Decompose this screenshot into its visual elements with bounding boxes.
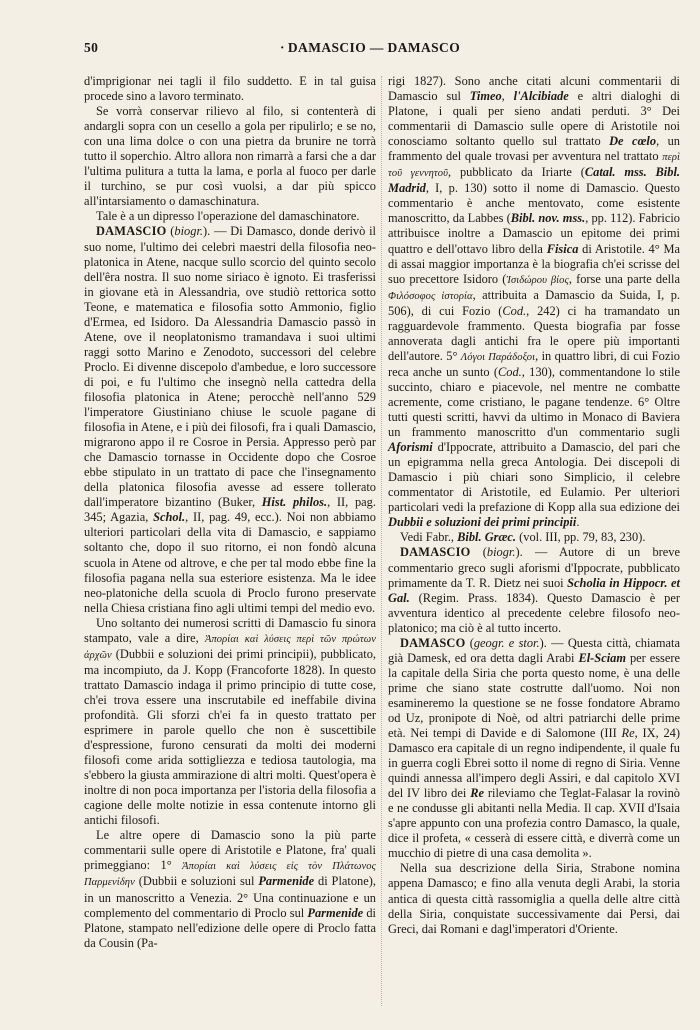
entry-qualifier: biogr. [486, 545, 516, 560]
entry-keyword: DAMASCIO [96, 224, 167, 239]
paragraph-text: , [501, 89, 505, 104]
paragraph-conclusion: Tale è a un dipresso l'operazione del damaschinatore. [96, 209, 360, 224]
entry-damascio-biogr: DAMASCIO (biogr.). — Di Damasco, donde derivò il suo nome, l'ultimo dei celebri maestri della filosofia neo-platonica in Atene, nacque sullo scorcio del quinto secolo dell'êra nostra. Il suo nome siriaco è ignoto. Ei trasferissi in giovane età in Alessandria, ove studiò rettorica sotto Teone, e matematica e filosofia sotto Ammonio, figlio d'Ermea, ed Isidoro. Da Alessandria Damascio passò in Atene, ove il neoplatonismo tramandava i suoi ultimi raggi sotto Marino e Zenodoto, successori del celebre Proclo. Ei divenne discepolo d'ambedue, e loro successore di poi, e fu l'ultimo che insegnò nella cattedra della filosofia platonica in Atene; perocchè nell'anno 529 l'imperatore Giustiniano chiuse le scuole pagane di filosofia in Atene, e i più dei filosofi, fra i quali Damascio, migrarono appo il re Cosroe in Persia. Appresso però par che Damascio tornasse in Occidente dopo che Cosroe ebbe stipulato in un trattato di pace che l'insegnamento della platonica filosofia avesse ad essere tollerato dall'imperatore bizantino (Buker, Hist. philos., II, pag. 345; Agazia, Schol., II, pag. 49, ecc.). Noi non abbiamo ulteriori particolari della vita di Damascio, e sappiamo soltanto che, dopo il suo ritorno, ei non fondò alcuna scuola in Atene od altrove, e che per tal modo ebbe fine la filosofia pagana nella sua esteriore esistenza. Ma le idee neo-platoniche della scuola di Proclo furono preservate nella Chiesa cristiana fino agli ultimi tempi del medio evo. [84, 224, 377, 615]
paragraph-text: Uno soltanto dei numerosi scritti di Damascio fu sinora stampato, vale a dire, [84, 615, 376, 645]
citation: Bibl. Græc. [457, 530, 517, 545]
entry-damasco: DAMASCO (geogr. e stor.). — Questa città, chiamata già Damesk, ed ora detta dagli Arabi El-Sciam per essere la capitale della Siria che porta questo nome, è una delle prime che siano state costrutte dall'uomo. Noi non esamineremo la questione se ne fosse fondatore Abramo od Uz, pronipote di Noè, od altri patriarchi delle prime età. Nei tempi di Davide e di Salomone (III Re, IX, 24) Damasco era capitale di un regno indipendente, il quale fu in guerra cogli Ebrei sotto il nome di regno di Siria. Venne quindi annessa all'impero degli Assiri, e dal capitolo XVI del IV libro dei Re rileviamo che Teglat-Falasar la rovinò e ne condusse gli abitanti nella Media. Il cap. XVII d'Isaia s'apre appunto con una profezia contro Damasco, la quale, dice il profeta, « cesserà di essere città, e diverrà come un mucchio di pietre di una casa demolita ». [388, 635, 681, 861]
page-number: 50 [84, 40, 99, 55]
entry-text: — Di Damasco, donde derivò il suo nome, l'ultimo dei celebri maestri della filosofia neo-platonica in Atene, nacque sullo scorcio del quinto secolo dell'êra nostra. Il suo nome siriaco è ignoto. Ei trasferissi in giovane età in Alessandria, ove studiò rettorica sotto Teone, e matematica e filosofia sotto Ammonio, figlio d'Ermea, ed Isidoro. Da Alessandria Damascio passò in Atene, ove il neoplatonismo tramandava i suoi ultimi raggi sotto Marino e Zenodoto, successori del celebre Proclo. Ei divenne discepolo d'ambedue, e loro successore di poi, e fu l'ultimo che insegnò nella cattedra della filosofia platonica in Atene; perocchè nell'anno 529 l'imperatore Giustiniano chiuse le scuole pagane di filosofia in Atene, e i più dei filosofi, fra i quali Damascio, migrarono appo il re Cosroe in Persia. Appresso però par che Damascio tornasse in Occidente dopo che Cosroe ebbe stipulato in un trattato di pace che l'insegnamento della platonica filosofia avesse ad essere tollerato dall'imperatore bizantino (Buker, [84, 224, 377, 510]
paragraph-text: (vol. III, pp. 79, 83, 230). [519, 530, 646, 545]
paragraph-text: (Dubbii e soluzioni dei primi principii), pubblicato, ma incompiuto, da J. Kopp (Francoforte 1828). In questo trattato Damascio indaga il primo principio di tutte cose, ch'ei trova essere una inscrutabile ed ineffabile divina profondità. Gli sforzi ch'ei fa in questo trattato per esprimere in parole quello che non è suscettibile d'espressione, furono censurati da molti dei moderni filosofi come arida sottigliezza e tediosa tautologia, ma s'ebbero la giusta ammirazione di altri molti. Quest'opera è inoltre di non poca importanza per l'istoria della filosofia a cagione delle molte notizie in essa contenute intorno gli antichi filosofi. [84, 646, 376, 828]
greek-title: Ἰσιδώρου βίος [506, 274, 569, 286]
place-name: El-Sciam [578, 650, 626, 665]
entry-text: per essere la capitale della Siria che porta questo nome, è una delle prime che siano state costrutte dall'uomo. Noi non esamineremo la questione se ne fosse fondatore Abramo od Uz, pronipote di Noè, od altri patriarchi delle prime età. Nei tempi di Davide e di Salomone (III [388, 650, 680, 741]
work-title: Parmenide [258, 874, 315, 889]
paragraph-commentarii [388, 74, 680, 530]
running-title: DAMASCIO — DAMASCO [287, 40, 461, 55]
work-title: Fisica [546, 241, 579, 256]
citation: Schol. [153, 510, 186, 525]
work-title: Scholia in Hippocr. et Gal. [388, 575, 681, 605]
paragraph-filo: Se vorrà conservar rilievo al filo, si contenterà di andargli sopra con un cesello a gola per ripulirlo; e se no, con una lima dolce o con una pietra da brunire ne torrà tutto il soperchio. Altro allora non rimarrà a farsi che a dar l'ultima pulitura a tutta la lama, e porla al fuoco per darle il turchino, se pur così vuolsi, a dar più spicco all'intarsiamento o damaschinatura. [84, 104, 376, 209]
paragraph-text: , pp. 112). Fabricio attribuisce inoltre a Damascio un epitome dei primi quattro e dell'ottavo libro della [388, 211, 680, 256]
header-separator: · [280, 40, 285, 55]
paragraph-text: . [576, 515, 580, 530]
right-column [388, 74, 680, 937]
citation: Cod. [502, 303, 527, 318]
paragraph-text: d'Ippocrate, attribuito a Damascio, del pari che un epigramma nella greca Antologia. Dei discepoli di Damascio i più chiari sono Simplicio, il celebre commentator di Aristotile, ed Eulamio. Per ulteriori particolari vedi la prefazione di Kopp alla sua edizione dei [388, 440, 680, 515]
entry-text: rileviamo che Teglat-Falasar la rovinò e ne condusse gli abitanti nella Media. Il cap. XVII d'Isaia s'apre appunto con una profezia contro Damasco, la quale, dice il profeta, « cesserà di essere città, e diverrà come un mucchio di pietre di una casa demolita ». [388, 786, 680, 861]
left-column [84, 74, 376, 951]
citation: Catal. mss. Bibl. Madrid [388, 165, 680, 196]
work-title: Timeo [469, 89, 502, 104]
entry-keyword: DAMASCIO [400, 545, 471, 560]
paragraph-text: rigi 1827). Sono anche citati alcuni commentarii di Damascio sul [388, 74, 680, 104]
greek-title: Ἀπορίαι καὶ λύσεις εἰς τὸν Πλάτωνος Παρμενίδην [84, 861, 376, 889]
paragraph-strabone: Nella sua descrizione della Siria, Strabone nomina appena Damasco; e fino alla venuta degli Arabi, la storia antica di questa città rassomiglia a quella delle altre città della Siria, conquistate successivamente dai Persi, dai Greci, dai Romani e dagl'imperatori d'Oriente. [388, 861, 680, 936]
work-title: l'Alcibiade [513, 89, 569, 104]
running-header [84, 40, 664, 62]
entry-text: — Autore di un breve commentario greco sugli aforismi d'Ippocrate, pubblicato primamente da T. R. Dietz nei suoi [388, 545, 680, 590]
paragraph-continuation: d'imprigionar nei tagli il filo suddetto. E in tal guisa procede sino a lavoro terminato. [84, 74, 376, 104]
paragraph-opere [84, 828, 376, 950]
paragraph-text: , I, p. 130) sotto il nome di Damascio. Questo commentario è anche mentovato, come esistente manoscritto, da Labbes ( [388, 181, 680, 226]
greek-title: περὶ τοῦ γεννητοῦ [388, 152, 680, 180]
greek-title: Λόγοι Παράδοξοι [460, 351, 536, 363]
entry-text: , II, pag. 345; Agazia, [84, 495, 376, 525]
paragraph-text: , 242) ci ha tramandato un ragguardevole frammento. Questa biografia par fosse annoverata dagli antichi fra le opere più importanti dell'autore. 5° [388, 303, 681, 363]
citation: Cod. [498, 364, 522, 379]
work-title: Aforismi [388, 440, 433, 455]
paragraph-vedi [388, 530, 680, 545]
work-title: Dubbii e soluzioni dei primi principii [388, 515, 577, 530]
paragraph-text: di Platone), in un manoscritto a Venezia. 2° Una continuazione e un complemento del commentario di Proclo sul [84, 874, 376, 920]
entry-qualifier: geogr. e stor. [473, 635, 540, 650]
column-divider [381, 76, 382, 1006]
entry-damascio-commentatore: DAMASCIO (biogr.). — Autore di un breve commentario greco sugli aforismi d'Ippocrate, pubblicato primamente da T. R. Dietz nei suoi Scholia in Hippocr. et Gal. (Regim. Prass. 1834). Questo Damascio è per avventura identico al precedente celebre filosofo neo-platonico; ma ciò è al tutto incerto. [388, 545, 681, 635]
paragraph-text: , un frammento del quale trovasi per avventura nel trattato [388, 134, 680, 164]
paragraph-text: , attribuita a Damascio da Suida, I, p. 506), di cui Fozio ( [388, 287, 680, 318]
work-title: Parmenide [307, 905, 364, 920]
citation: Re [470, 786, 484, 801]
paragraph-text: Le altre opere di Damascio sono la più parte commentarii sulle opere di Aristotile e Platone, fra' quali primeggiano: 1° [84, 828, 376, 873]
entry-keyword: DAMASCO [400, 635, 466, 650]
greek-title: Ἀπορίαι καὶ λύσεις περὶ τῶν πρώτων ἀρχῶν [84, 633, 376, 661]
work-title: De cœlo [609, 134, 657, 149]
paragraph-text: (Dubbii e soluzioni sul [138, 874, 255, 889]
paragraph-text: , 130), commentandone lo stile succinto, chiaro e piacevole, nel mentre ne combatte acremente, come cristiano, le pagane tendenze. 6° Oltre tutti questi scritti, havvi da ultimo in Monaco di Baviera un frammento manoscritto d'un commentario sugli [388, 364, 680, 440]
paragraph-text: Vedi Fabr., [400, 530, 455, 545]
paragraph-text: di Platone, stampato nell'edizione delle opere di Proclo fatta da Cousin (Pa- [84, 905, 376, 950]
entry-text: — Questa città, chiamata già Damesk, ed ora detta dagli Arabi [388, 635, 680, 665]
citation: Bibl. nov. mss. [510, 211, 586, 226]
citation: Hist. philos. [261, 495, 328, 510]
entry-text: , II, pag. 49, ecc.). Noi non abbiamo ulteriori particolari della vita di Damascio, e sappiamo soltanto che, dopo il suo ritorno, ei non fondò alcuna scuola in Atene od altrove, e che per tal modo ebbe fine la filosofia pagana nella sua esteriore esistenza. Ma le idee neo-platoniche della scuola di Proclo furono preservate nella Chiesa cristiana fino agli ultimi tempi del medio evo. [84, 510, 377, 615]
paragraph-text: e altri dialoghi di Platone, i quali per sieno andati perduti. 3° Dei commentarii di Damascio sulle opere di Aristotile noi conosciamo soltanto quello sul trattato [388, 89, 680, 149]
greek-title: Φιλόσοφος ἱστορία [388, 290, 473, 302]
paragraph-scritti [84, 616, 376, 829]
entry-text: (Regim. Prass. 1834). Questo Damascio è per avventura identico al precedente celebre filosofo neo-platonico; ma ciò è al tutto incerto. [388, 590, 680, 635]
paragraph-text: di Aristotile. 4° Ma di assai maggior importanza è la biografia ch'ei scrisse del suo precettore Isidoro ( [388, 241, 680, 286]
paragraph-text: , pubblicato da Iriarte ( [448, 165, 585, 180]
entry-qualifier: biogr. [174, 224, 203, 239]
entry-text: , IX, 24) Damasco era capitale di un regno indipendente, il quale fu in guerra cogli Ebrei sotto il nome di regno di Siria. Venne quindi annessa all'impero degli Assiri, e dal capitolo XVI del IV libro dei [388, 726, 681, 801]
paragraph-text: , in quattro libri, di cui Fozio reca anche un sunto ( [388, 348, 680, 379]
paragraph-text: , forse una parte della [568, 271, 680, 286]
citation: Re [621, 726, 635, 741]
